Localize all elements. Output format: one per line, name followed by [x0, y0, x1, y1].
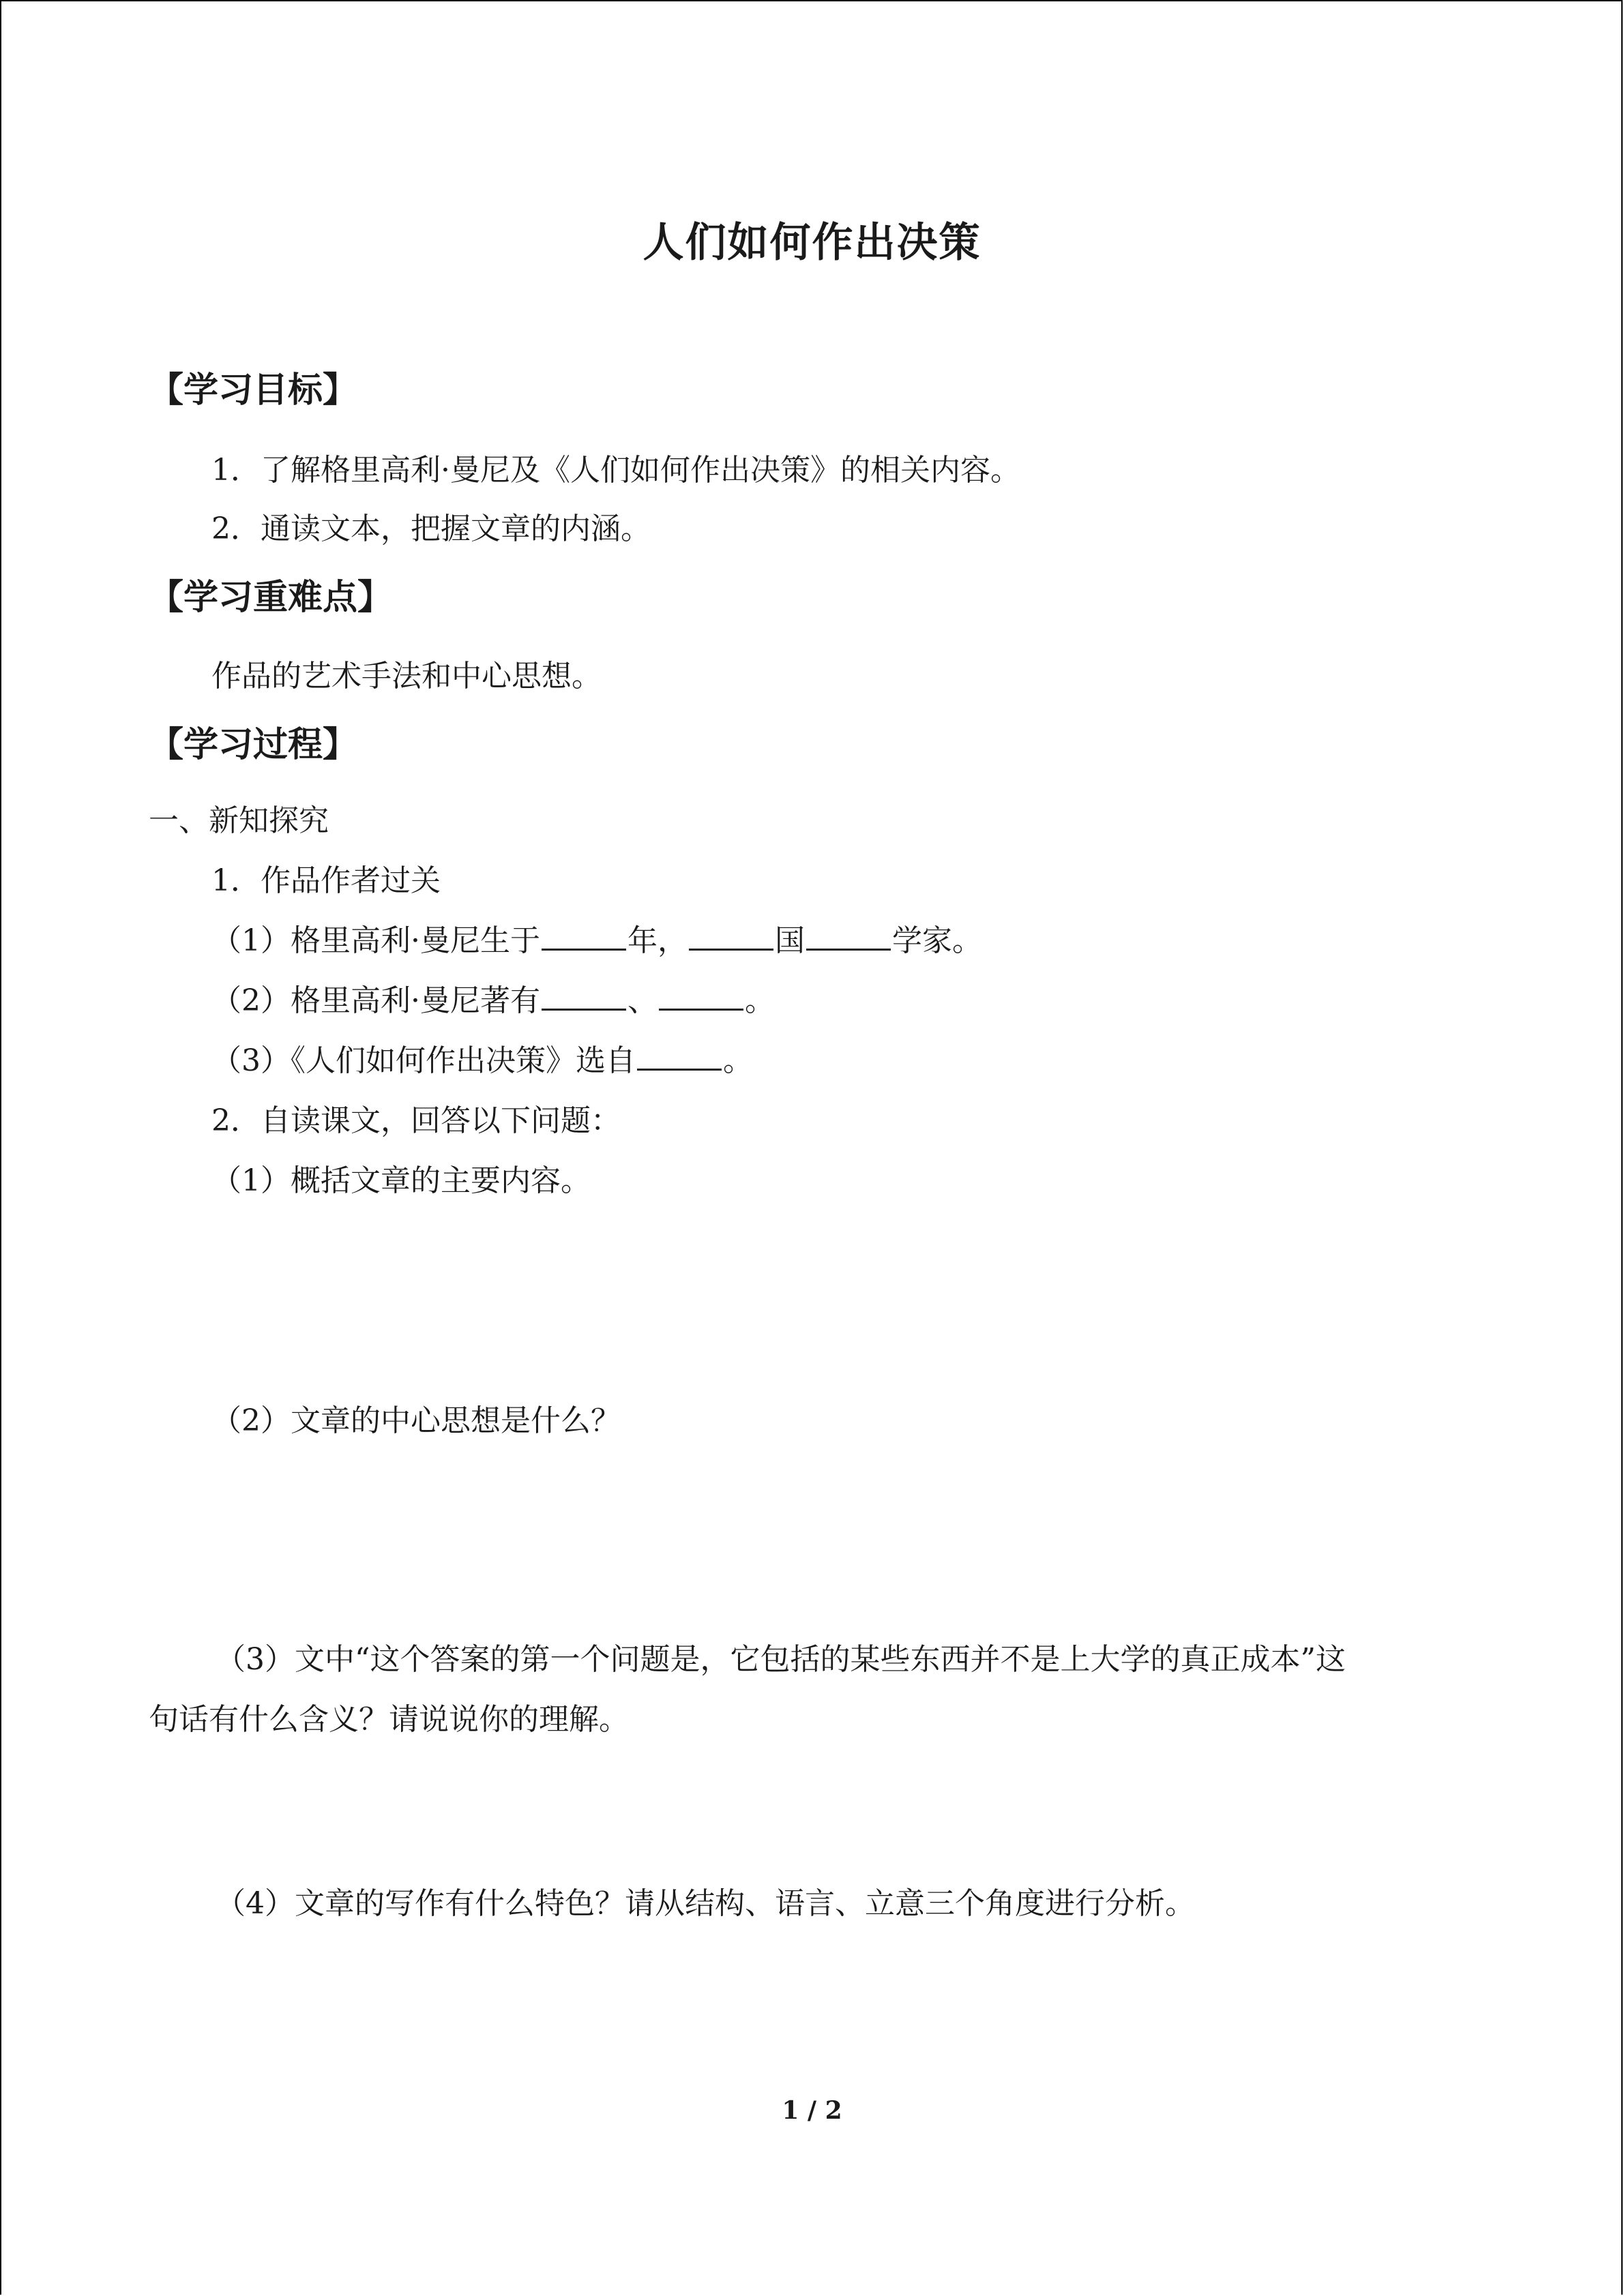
reading-question-3-line-1: （3）文中“这个答案的第一个问题是，它包括的某些东西并不是上大学的真正成本”这 [216, 1642, 1346, 1677]
question-2 [211, 981, 775, 1022]
page-number: 1 / 2 [782, 2096, 842, 2125]
reading-question-1: （1）概括文章的主要内容。 [211, 1163, 591, 1198]
question-2-text-c: 。 [744, 983, 775, 1018]
learning-goals-heading: 【学习目标】 [149, 370, 358, 411]
reading-question-3-line-2: 句话有什么含义？请说说你的理解。 [149, 1702, 629, 1737]
item-author-check: 1．作品作者过关 [211, 863, 441, 898]
question-3-text-b: 。 [723, 1043, 753, 1078]
reading-question-2: （2）文章的中心思想是什么？ [211, 1403, 621, 1438]
question-1-text-b: 年， [627, 923, 688, 958]
page-title: 人们如何作出决策 [643, 219, 981, 267]
fill-blank [542, 921, 626, 951]
fill-blank [659, 981, 743, 1011]
fill-blank [806, 921, 891, 951]
goal-item-1: 1．了解格里高利·曼尼及《人们如何作出决策》的相关内容。 [211, 453, 1020, 488]
key-difficulty-text: 作品的艺术手法和中心思想。 [211, 659, 602, 694]
learning-process-heading: 【学习过程】 [149, 725, 358, 765]
goal-item-2: 2．通读文本，把握文章的内涵。 [211, 511, 651, 546]
question-1-text-d: 学家。 [891, 923, 982, 958]
reading-question-4: （4）文章的写作有什么特色？请从结构、语言、立意三个角度进行分析。 [216, 1886, 1195, 1921]
question-3 [211, 1041, 753, 1082]
fill-blank [542, 981, 626, 1011]
fill-blank [689, 921, 773, 951]
question-1-text-a: （1）格里高利·曼尼生于 [211, 923, 540, 958]
question-1-text-c: 国 [774, 923, 805, 958]
key-difficulty-heading: 【学习重难点】 [149, 578, 393, 618]
question-2-text-a: （2）格里高利·曼尼著有 [211, 983, 540, 1018]
question-3-text-a: （3）《人们如何作出决策》选自 [211, 1043, 636, 1078]
question-2-text-b: 、 [627, 983, 658, 1018]
fill-blank [637, 1041, 722, 1071]
question-1 [211, 921, 982, 961]
item-self-reading: 2．自读课文，回答以下问题： [211, 1103, 621, 1138]
section-new-knowledge: 一、新知探究 [149, 803, 329, 838]
